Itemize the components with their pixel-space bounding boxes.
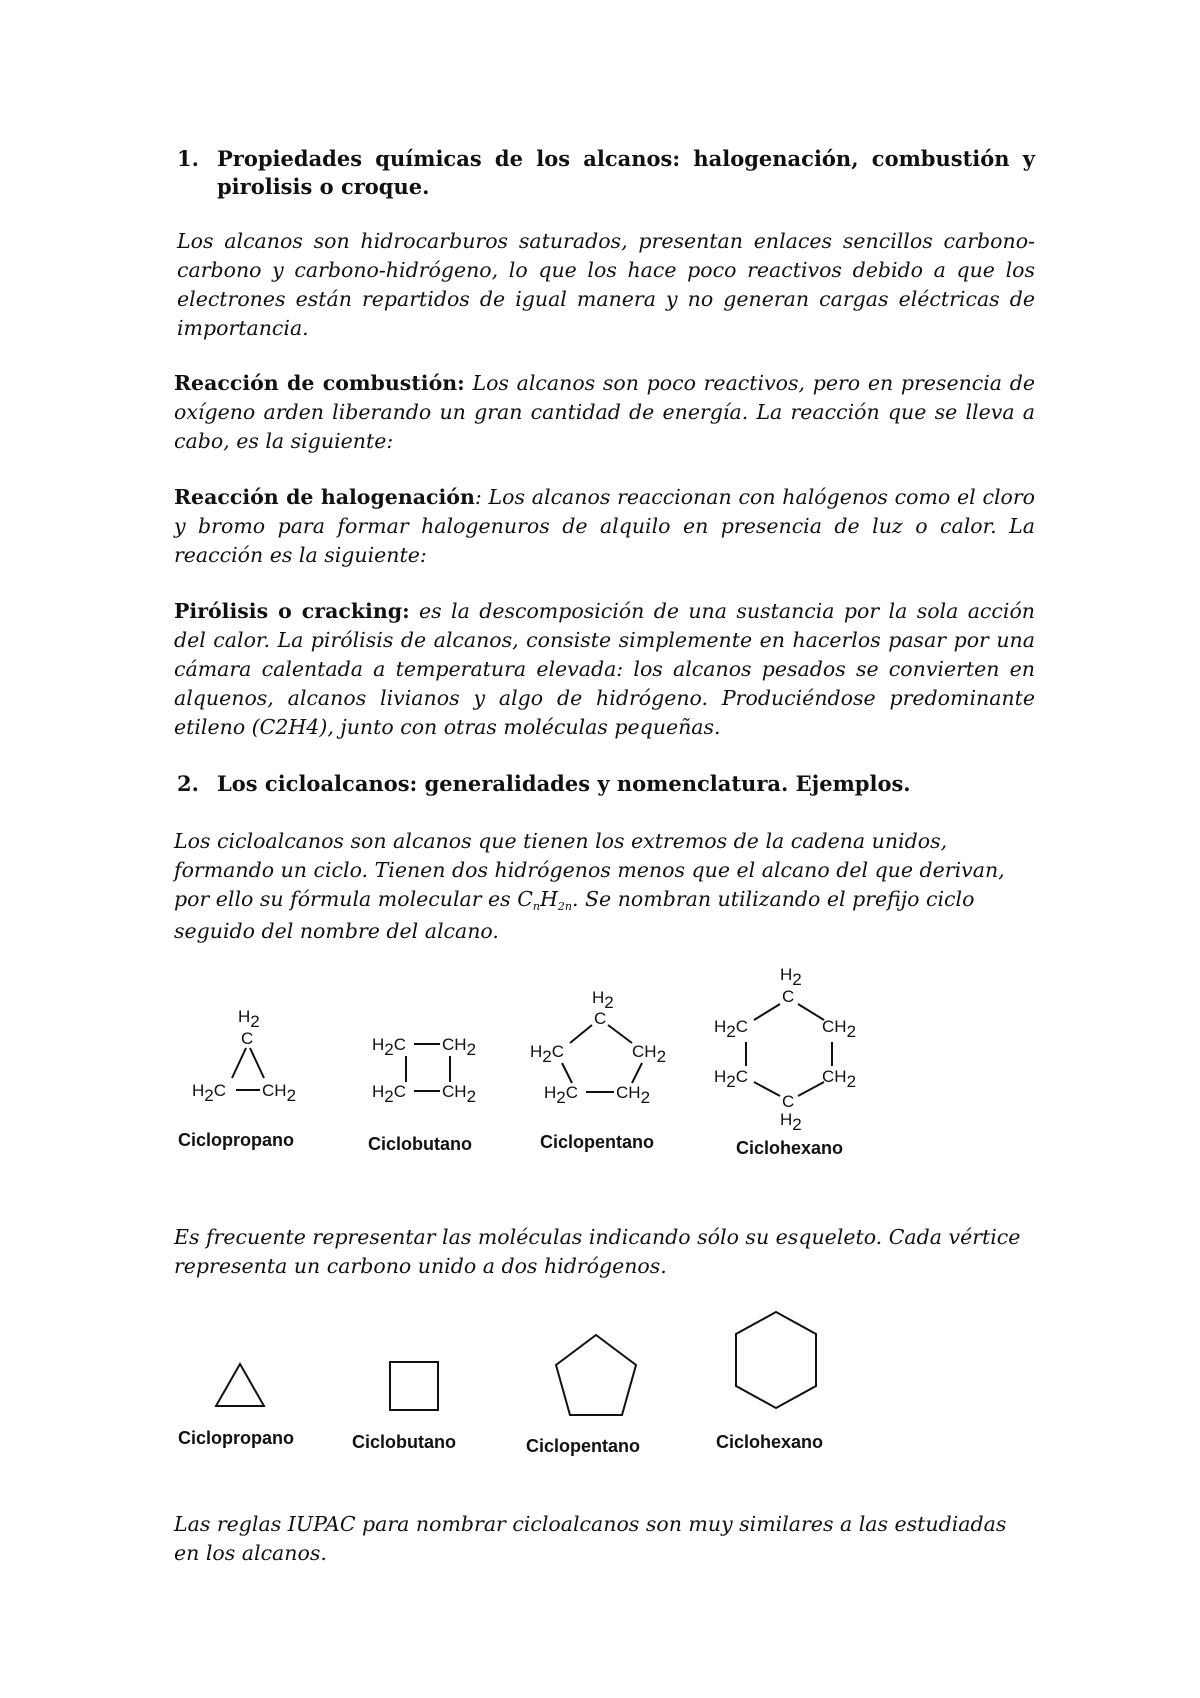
cyclohexane-skeleton-label: Ciclohexano xyxy=(716,1432,824,1452)
bond xyxy=(608,1025,632,1043)
svg-text:H2C: H2C xyxy=(530,1042,565,1066)
formula-2n: 2n xyxy=(557,900,572,913)
svg-text:CH2: CH2 xyxy=(632,1042,667,1066)
bond xyxy=(570,1025,592,1043)
cyclohexane-structure xyxy=(712,962,872,1132)
svg-text:H2C: H2C xyxy=(544,1083,579,1107)
halogenation-paragraph xyxy=(174,483,1035,570)
cyclohexane-label: Ciclohexano xyxy=(736,1138,844,1158)
svg-text:H2C: H2C xyxy=(714,1017,749,1041)
cyclobutane-skeleton-label: Ciclobutano xyxy=(352,1432,456,1452)
svg-text:CH2: CH2 xyxy=(822,1067,857,1091)
iupac-paragraph: Las reglas IUPAC para nombrar cicloalcanos son muy similares a las estudiadas en los alcanos. xyxy=(174,1512,1007,1565)
svg-text:H2: H2 xyxy=(780,965,802,989)
section-2-title: Los cicloalcanos: generalidades y nomenclatura. Ejemplos. xyxy=(217,771,911,796)
svg-text:C: C xyxy=(594,1009,607,1028)
svg-text:H2C: H2C xyxy=(714,1067,749,1091)
bond xyxy=(632,1063,642,1083)
svg-text:H2C: H2C xyxy=(372,1035,407,1059)
triangle-shape xyxy=(216,1364,264,1406)
hexagon-shape xyxy=(736,1312,816,1408)
svg-text:H2: H2 xyxy=(592,988,614,1012)
svg-text:H2C: H2C xyxy=(372,1082,407,1106)
svg-text:C: C xyxy=(782,1092,795,1111)
section-1-number: 1. xyxy=(177,146,199,171)
cyclobutane-label: Ciclobutano xyxy=(368,1134,472,1154)
combustion-paragraph xyxy=(174,369,1035,456)
cyclopropane-skeleton xyxy=(214,1360,274,1414)
formula-n: n xyxy=(532,900,540,913)
svg-text:CH2: CH2 xyxy=(616,1083,651,1107)
svg-text:CH2: CH2 xyxy=(442,1035,477,1059)
svg-text:CH2: CH2 xyxy=(262,1081,297,1105)
bond xyxy=(798,1004,824,1020)
cyclobutane-skeleton xyxy=(388,1360,444,1416)
svg-text:H2C: H2C xyxy=(192,1081,227,1105)
combustion-label: Reacción de combustión: xyxy=(174,371,465,395)
bond xyxy=(232,1048,246,1078)
combustion-text: Los alcanos son poco reactivos, pero en presencia de oxígeno arden liberando un gran cantidad de energía. La reacción que se lleva a cabo, es la siguiente: xyxy=(174,371,1035,453)
pyrolysis-paragraph xyxy=(174,597,1035,742)
pyrolysis-label: Pirólisis o cracking: xyxy=(174,599,410,623)
svg-text:H2: H2 xyxy=(780,1110,802,1134)
bond xyxy=(754,1004,780,1020)
square-shape xyxy=(390,1362,438,1410)
skeleton-paragraph: Es frecuente representar las moléculas indicando sólo su esqueleto. Cada vértice representa un carbono unido a dos hidrógenos. xyxy=(174,1225,1021,1278)
formula-h: H xyxy=(540,887,558,911)
cyclopentane-label: Ciclopentano xyxy=(540,1132,655,1152)
pyrolysis-text: es la descomposición de una sustancia por la sola acción del calor. La pirólisis de alcanos, consiste simplemente en hacerlos pasar por una cámara calentada a temperatura elevada: los alcanos pesados se convierten en alquenos, alcanos livianos y algo de hidrógeno. Produciéndose predominante etileno (C2H4), junto con otras moléculas pequeñas. xyxy=(174,599,1035,739)
formula xyxy=(517,887,572,911)
svg-text:C: C xyxy=(782,987,795,1006)
section-1-title: Propiedades químicas de los alcanos: halogenación, combustión y pirolisis o croque. xyxy=(217,146,1035,199)
section-2-number: 2. xyxy=(177,771,199,796)
cyclopropane-structure xyxy=(180,1000,300,1110)
cyclopentane-skeleton-label: Ciclopentano xyxy=(526,1436,641,1456)
cycloalkanes-intro-part1: Los cicloalcanos son alcanos que tienen los extremos de la cadena unidos, formando un ciclo. Tienen dos hidrógenos menos que el alcano del que derivan, por ello su fórmula molecular es xyxy=(174,829,1005,911)
cycloalkanes-intro-paragraph xyxy=(174,827,1036,946)
cyclobutane-structure xyxy=(370,1020,500,1120)
bond xyxy=(562,1063,572,1083)
formula-c: C xyxy=(517,887,533,911)
svg-text:CH2: CH2 xyxy=(442,1082,477,1106)
svg-text:CH2: CH2 xyxy=(822,1017,857,1041)
svg-text:C: C xyxy=(241,1029,254,1048)
cyclopentane-skeleton xyxy=(554,1333,644,1423)
bond xyxy=(754,1082,780,1096)
halogenation-text: : Los alcanos reaccionan con halógenos como el cloro y bromo para formar halogenuros de alquilo en presencia de luz o calor. La reacción es la siguiente: xyxy=(174,485,1036,567)
bond xyxy=(250,1048,264,1078)
alkanes-intro-paragraph: Los alcanos son hidrocarburos saturados, presentan enlaces sencillos carbono-carbono y carbono-hidrógeno, lo que los hace poco reactivos debido a que los electrones están repartidos de igual manera y no generan cargas eléctricas de importancia. xyxy=(177,229,1035,340)
halogenation-label: Reacción de halogenación xyxy=(174,485,475,509)
cycloalkanes-intro-part2: . Se nombran utilizando el prefijo ciclo seguido del nombre del alcano. xyxy=(174,887,975,943)
cyclohexane-skeleton xyxy=(734,1310,824,1420)
cyclopentane-structure xyxy=(528,985,678,1115)
bond xyxy=(798,1082,824,1096)
svg-text:H2: H2 xyxy=(238,1007,260,1031)
cyclopropane-label: Ciclopropano xyxy=(178,1130,294,1150)
pentagon-shape xyxy=(556,1335,636,1415)
cyclopropane-skeleton-label: Ciclopropano xyxy=(178,1428,294,1448)
